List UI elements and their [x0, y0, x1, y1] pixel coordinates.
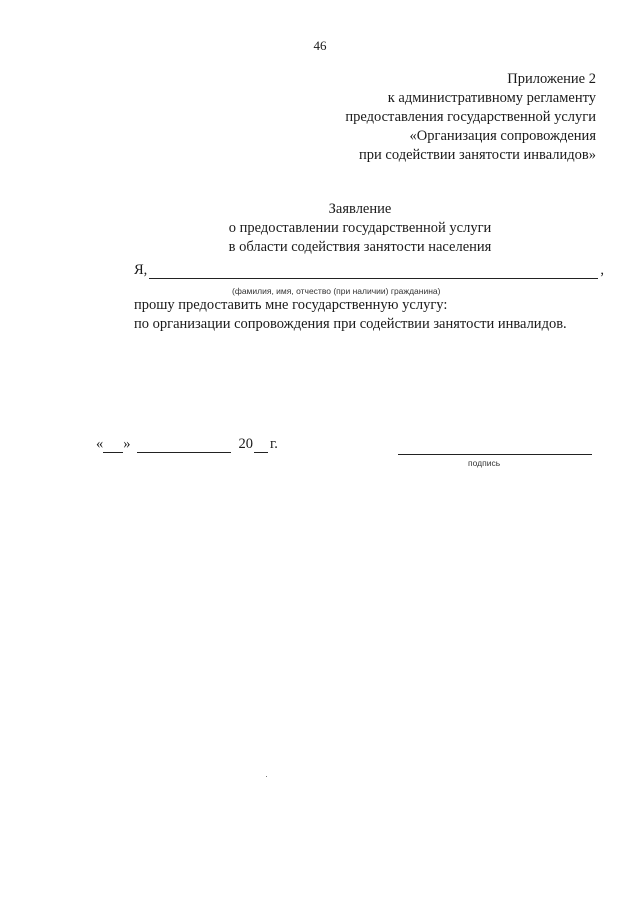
day-field[interactable]	[103, 439, 123, 453]
appendix-line: предоставления государственной услуги	[345, 109, 596, 125]
request-line: по организации сопровождения при содействии занятости инвалидов.	[134, 316, 567, 332]
year-prefix: 20	[238, 436, 253, 452]
applicant-name-caption: (фамилия, имя, отчество (при наличии) гражданина)	[232, 286, 441, 296]
appendix-block	[345, 70, 596, 165]
statement-heading	[150, 200, 570, 257]
appendix-line: к административному регламенту	[387, 90, 596, 106]
statement-subtitle-line: о предоставлении государственной услуги	[228, 220, 492, 236]
applicant-prefix: Я,	[134, 262, 148, 278]
scan-speck	[266, 776, 267, 777]
date-line	[96, 436, 278, 453]
applicant-name-line	[134, 262, 604, 279]
year-suffix: г.	[270, 436, 278, 452]
date-close-quote: »	[123, 436, 131, 452]
request-line: прошу предоставить мне государственную услугу:	[134, 297, 448, 313]
date-open-quote: «	[96, 436, 104, 452]
applicant-name-field[interactable]	[149, 264, 598, 279]
appendix-line: Приложение 2	[507, 71, 596, 87]
appendix-line: при содействии занятости инвалидов»	[359, 147, 596, 163]
signature-field[interactable]	[398, 454, 592, 455]
month-field[interactable]	[137, 439, 231, 453]
request-text	[134, 296, 567, 334]
year-field[interactable]	[254, 439, 268, 453]
statement-subtitle-line: в области содействия занятости населения	[228, 239, 492, 255]
signature-caption: подпись	[468, 458, 501, 468]
page-number: 46	[313, 38, 327, 53]
applicant-suffix: ,	[600, 262, 604, 278]
statement-title: Заявление	[328, 201, 392, 217]
appendix-line: «Организация сопровождения	[409, 128, 596, 144]
